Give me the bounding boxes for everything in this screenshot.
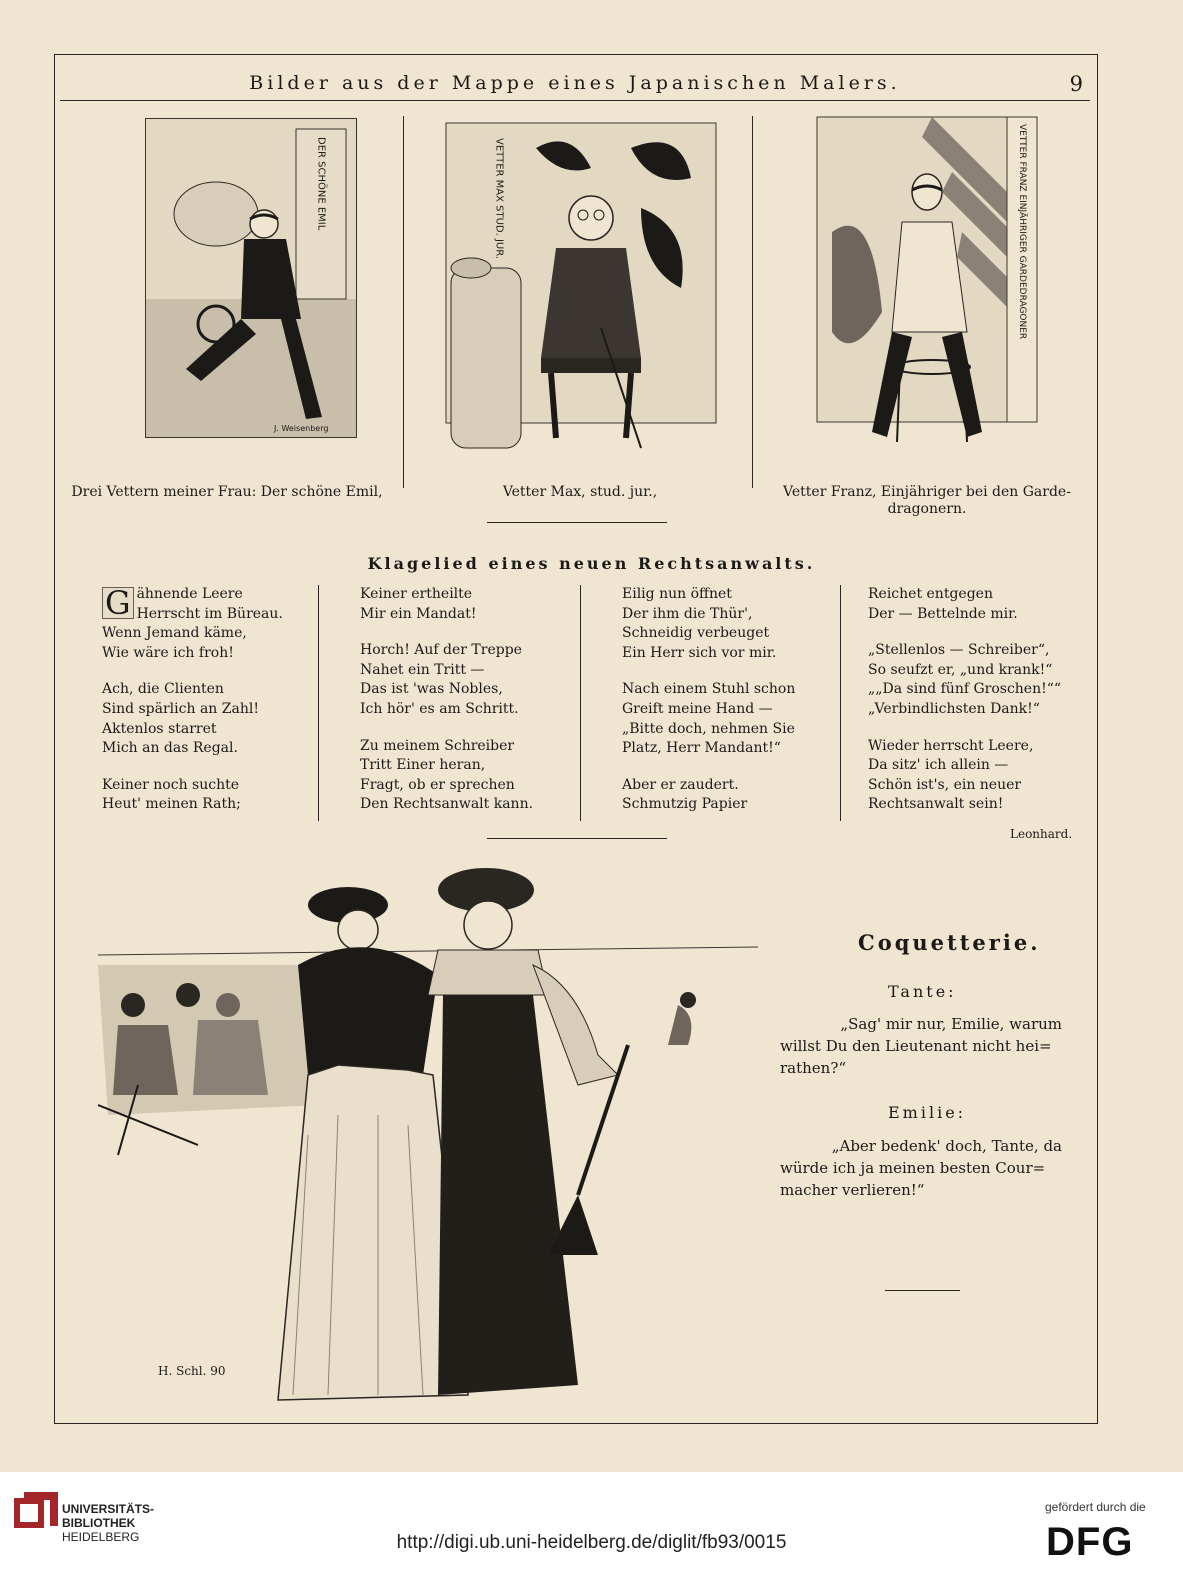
poem-divider <box>840 585 841 821</box>
poem-stanza <box>622 585 795 663</box>
poem-stanza <box>622 680 795 758</box>
column-divider <box>403 116 404 488</box>
poem-verse: Den Rechtsanwalt kann. <box>360 796 534 813</box>
poem-stanza <box>360 585 533 624</box>
running-head: Bilder aus der Mappe eines Japanischen Malers. <box>249 72 901 94</box>
library-name-line: HEIDELBERG <box>62 1530 140 1544</box>
poem-column-1 <box>102 584 283 832</box>
poem-verse: Nach einem Stuhl schon <box>622 681 796 698</box>
poem-verse: So seufzt er, „und krank!“ <box>868 661 1053 678</box>
poem-verse: Ich hör' es am Schritt. <box>360 700 519 717</box>
poem-stanza <box>360 737 533 815</box>
artist-signature: H. Schl. 90 <box>158 1364 226 1378</box>
footer-bar <box>0 1472 1183 1581</box>
poem-verse: Da sitz' ich allein — <box>868 757 1009 774</box>
poem-verse: Horch! Auf der Treppe <box>360 642 522 659</box>
poem-verse: Herrscht im Büreau. <box>136 605 283 622</box>
speech-line: willst Du den Lieutenant nicht hei= <box>780 1037 1052 1055</box>
poem-title: Klagelied eines neuen Rechtsanwalts. <box>367 554 816 573</box>
caption-max <box>450 484 710 501</box>
poem-stanza <box>102 776 259 815</box>
section-rule <box>487 838 667 839</box>
poem-verse: Keiner ertheilte <box>360 586 473 602</box>
poem-verse: Wie wäre ich froh! <box>102 644 234 661</box>
max-inscription: VETTER MAX STUD. JUR. <box>493 138 505 260</box>
speech-line: würde ich ja meinen besten Cour= <box>780 1159 1046 1177</box>
poem-verse: Platz, Herr Mandant!“ <box>622 740 781 757</box>
poem-verse: Keiner noch suchte <box>102 776 240 793</box>
library-name-line: UNIVERSITÄTS- <box>62 1502 155 1516</box>
page-number: 9 <box>1069 72 1083 96</box>
poem-verse: ähnende Leere <box>136 586 243 602</box>
poem-verse: Das ist 'was Nobles, <box>360 681 503 698</box>
poem-stanza <box>360 641 533 719</box>
caption-line: Vetter Franz, Einjähriger bei den Garde- <box>783 484 1071 500</box>
section-rule <box>487 522 667 523</box>
source-url-link[interactable]: http://digi.ub.uni-heidelberg.de/diglit/fb93/0015 <box>396 1532 787 1553</box>
poem-verse: Eilig nun öffnet <box>622 586 732 602</box>
poem-verse: Der — Bettelnde mir. <box>868 605 1018 622</box>
poem-verse: Mich an das Regal. <box>102 740 238 757</box>
cartoon-max-drawing <box>441 118 721 468</box>
poem-verse: Sind spärlich an Zahl! <box>102 700 259 717</box>
speaker-emilie: Emilie: <box>888 1103 967 1122</box>
speaker-tante: Tante: <box>888 982 957 1001</box>
library-name-line: BIBLIOTHEK <box>62 1516 136 1530</box>
poem-verse: Wieder herrscht Leere, <box>868 737 1034 754</box>
speech-emilie <box>780 1135 1062 1201</box>
cartoon-franz-image <box>812 112 1042 462</box>
poem-verse: Aktenlos starret <box>102 720 217 737</box>
poem-stanza <box>868 585 1061 624</box>
poem-verse: Rechtsanwalt sein! <box>868 796 1004 813</box>
poem-verse: Wenn Jemand käme, <box>102 625 247 642</box>
speech-line: macher verlieren!“ <box>780 1181 925 1199</box>
poem-verse: „Stellenlos — Schreiber“, <box>868 642 1050 659</box>
poem-verse: Zu meinem Schreiber <box>360 737 515 754</box>
emil-artist-signature: J. Weisenberg <box>274 424 329 433</box>
library-logo-icon <box>14 1492 58 1536</box>
poem-author: Leonhard. <box>1010 827 1073 841</box>
cartoon-franz-drawing <box>812 112 1042 462</box>
poem-verse: Aber er zaudert. <box>622 776 739 793</box>
caption-line: Drei Vettern meiner Frau: Der schöne Emil, <box>71 484 383 500</box>
poem-divider <box>580 585 581 821</box>
emil-inscription: DER SCHÖNE EMIL <box>315 137 327 231</box>
cartoon-emil-image <box>145 118 357 438</box>
poem-verse: „Verbindlichsten Dank!“ <box>868 700 1040 717</box>
coquetterie-drawing <box>78 855 768 1410</box>
dfg-logo: DFG <box>1046 1520 1134 1564</box>
poem-stanza <box>868 737 1061 815</box>
poem-verse: Greift meine Hand — <box>622 700 773 717</box>
poem-verse: Heut' meinen Rath; <box>102 796 241 813</box>
poem-stanza <box>102 680 259 758</box>
poem-verse: Ach, die Clienten <box>102 681 224 698</box>
poem-verse: Fragt, ob er sprechen <box>360 776 515 793</box>
caption-line: dragonern. <box>887 501 967 517</box>
drop-cap: G <box>102 587 134 619</box>
coquetterie-title: Coquetterie. <box>858 930 1041 955</box>
poem-verse: Ein Herr sich vor mir. <box>622 644 777 661</box>
speech-tante <box>780 1013 1062 1079</box>
poem-verse: Schön ist's, ein neuer <box>868 776 1022 793</box>
column-divider <box>752 116 753 488</box>
poem-verse: Schneidig verbeuget <box>622 625 770 642</box>
cartoon-max-image <box>441 118 721 468</box>
poem-verse: Mir ein Mandat! <box>360 605 477 622</box>
poem-column-3 <box>622 585 795 832</box>
caption-emil <box>62 484 392 501</box>
poem-column-4 <box>868 585 1061 832</box>
poem-stanza <box>102 584 283 663</box>
funding-label: gefördert durch die <box>1045 1500 1146 1514</box>
poem-verse: Tritt Einer heran, <box>360 757 486 774</box>
poem-column-2 <box>360 585 533 832</box>
speech-line: rathen?“ <box>780 1059 847 1077</box>
speech-line: „Sag' mir nur, Emilie, warum <box>840 1015 1062 1033</box>
speech-line: „Aber bedenk' doch, Tante, da <box>831 1137 1062 1155</box>
cartoon-emil-drawing <box>146 119 356 437</box>
caption-line: Vetter Max, stud. jur., <box>502 484 658 500</box>
poem-verse: Schmutzig Papier <box>622 796 748 813</box>
section-rule <box>885 1290 960 1291</box>
header-rule <box>60 100 1090 101</box>
franz-inscription: VETTER FRANZ EINJÄHRIGER GARDEDRAGONER <box>1017 124 1027 340</box>
caption-franz <box>768 484 1086 518</box>
poem-stanza <box>622 776 795 815</box>
poem-verse: „„Da sind fünf Groschen!““ <box>868 681 1062 698</box>
poem-verse: Nahet ein Tritt — <box>360 661 485 678</box>
poem-stanza <box>868 641 1061 719</box>
poem-verse: Der ihm die Thür', <box>622 605 753 622</box>
coquetterie-illustration <box>78 855 768 1410</box>
poem-verse: Reichet entgegen <box>868 586 993 602</box>
poem-divider <box>318 585 319 821</box>
poem-verse: „Bitte doch, nehmen Sie <box>622 720 795 737</box>
